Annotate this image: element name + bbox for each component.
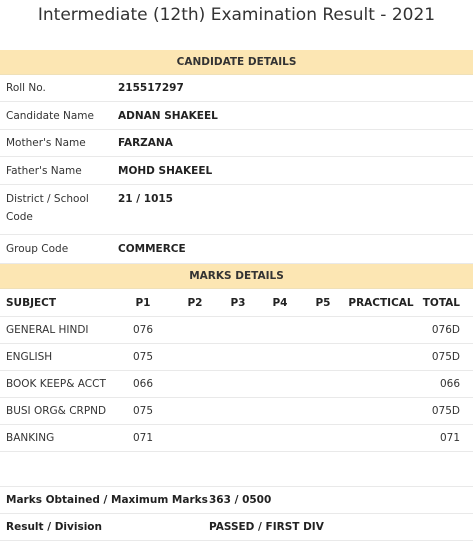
p3-cell — [217, 317, 259, 344]
subject-cell: GENERAL HINDI — [0, 317, 113, 344]
marks-details-header: MARKS DETAILS — [0, 264, 473, 289]
practical-cell — [345, 344, 417, 371]
p2-cell — [173, 344, 217, 371]
column-header: P2 — [173, 289, 217, 317]
subject-cell: ENGLISH — [0, 344, 113, 371]
roll-no-value: 215517297 — [118, 75, 473, 102]
marks-obtained-label: Marks Obtained / Maximum Marks — [0, 487, 209, 514]
column-header: P4 — [259, 289, 301, 317]
total-cell: 071 — [417, 425, 473, 452]
practical-cell — [345, 425, 417, 452]
field-label: Group Code — [0, 235, 118, 264]
marks-table — [0, 289, 473, 452]
column-header: TOTAL — [417, 289, 473, 317]
p3-cell — [217, 344, 259, 371]
total-cell: 076D — [417, 317, 473, 344]
field-label: Roll No. — [0, 75, 118, 102]
total-cell: 066 — [417, 371, 473, 398]
table-spacer — [0, 452, 473, 487]
p1-cell: 075 — [113, 344, 173, 371]
result-division-value: PASSED / FIRST DIV — [209, 514, 473, 541]
p2-cell — [173, 371, 217, 398]
p5-cell — [301, 317, 345, 344]
p4-cell — [259, 425, 301, 452]
father-name-row — [0, 157, 473, 185]
field-label: Father's Name — [0, 157, 118, 185]
page-title: Intermediate (12th) Examination Result - 2021 — [37, 5, 436, 25]
p5-cell — [301, 344, 345, 371]
table-row — [0, 317, 473, 344]
p4-cell — [259, 398, 301, 425]
p4-cell — [259, 317, 301, 344]
marks-obtained-value: 363 / 0500 — [209, 487, 473, 514]
column-header: PRACTICAL — [345, 289, 417, 317]
column-header: SUBJECT — [0, 289, 113, 317]
result-sheet — [0, 50, 473, 541]
p4-cell — [259, 344, 301, 371]
practical-cell — [345, 317, 417, 344]
table-row — [0, 425, 473, 452]
p1-cell: 066 — [113, 371, 173, 398]
p2-cell — [173, 398, 217, 425]
field-label: Mother's Name — [0, 130, 118, 157]
field-label: Candidate Name — [0, 102, 118, 130]
mother-name-row — [0, 130, 473, 157]
p5-cell — [301, 398, 345, 425]
subject-cell: BANKING — [0, 425, 113, 452]
p2-cell — [173, 317, 217, 344]
total-cell: 075D — [417, 344, 473, 371]
practical-cell — [345, 371, 417, 398]
father-name-value: MOHD SHAKEEL — [118, 157, 473, 185]
field-label: District / School Code — [0, 185, 118, 235]
p1-cell: 071 — [113, 425, 173, 452]
p3-cell — [217, 398, 259, 425]
column-header: P3 — [217, 289, 259, 317]
p5-cell — [301, 371, 345, 398]
p3-cell — [217, 371, 259, 398]
p1-cell: 076 — [113, 317, 173, 344]
result-division-label: Result / Division — [0, 514, 209, 541]
result-summary — [0, 487, 473, 541]
p5-cell — [301, 425, 345, 452]
marks-obtained-row — [0, 487, 473, 514]
p1-cell: 075 — [113, 398, 173, 425]
subject-cell: BUSI ORG& CRPND — [0, 398, 113, 425]
result-division-row — [0, 514, 473, 541]
candidate-details-table — [0, 75, 473, 264]
total-cell: 075D — [417, 398, 473, 425]
column-header: P5 — [301, 289, 345, 317]
table-row — [0, 371, 473, 398]
marks-header-row — [0, 289, 473, 317]
practical-cell — [345, 398, 417, 425]
p3-cell — [217, 425, 259, 452]
candidate-name-row — [0, 102, 473, 130]
mother-name-value: FARZANA — [118, 130, 473, 157]
subject-cell: BOOK KEEP& ACCT — [0, 371, 113, 398]
p4-cell — [259, 371, 301, 398]
candidate-details-header: CANDIDATE DETAILS — [0, 50, 473, 75]
candidate-name-value: ADNAN SHAKEEL — [118, 102, 473, 130]
table-row — [0, 344, 473, 371]
group-code-row — [0, 235, 473, 264]
p2-cell — [173, 425, 217, 452]
district-school-value: 21 / 1015 — [118, 185, 473, 235]
district-school-row — [0, 185, 473, 235]
column-header: P1 — [113, 289, 173, 317]
roll-no-row — [0, 75, 473, 102]
group-code-value: COMMERCE — [118, 235, 473, 264]
table-row — [0, 398, 473, 425]
